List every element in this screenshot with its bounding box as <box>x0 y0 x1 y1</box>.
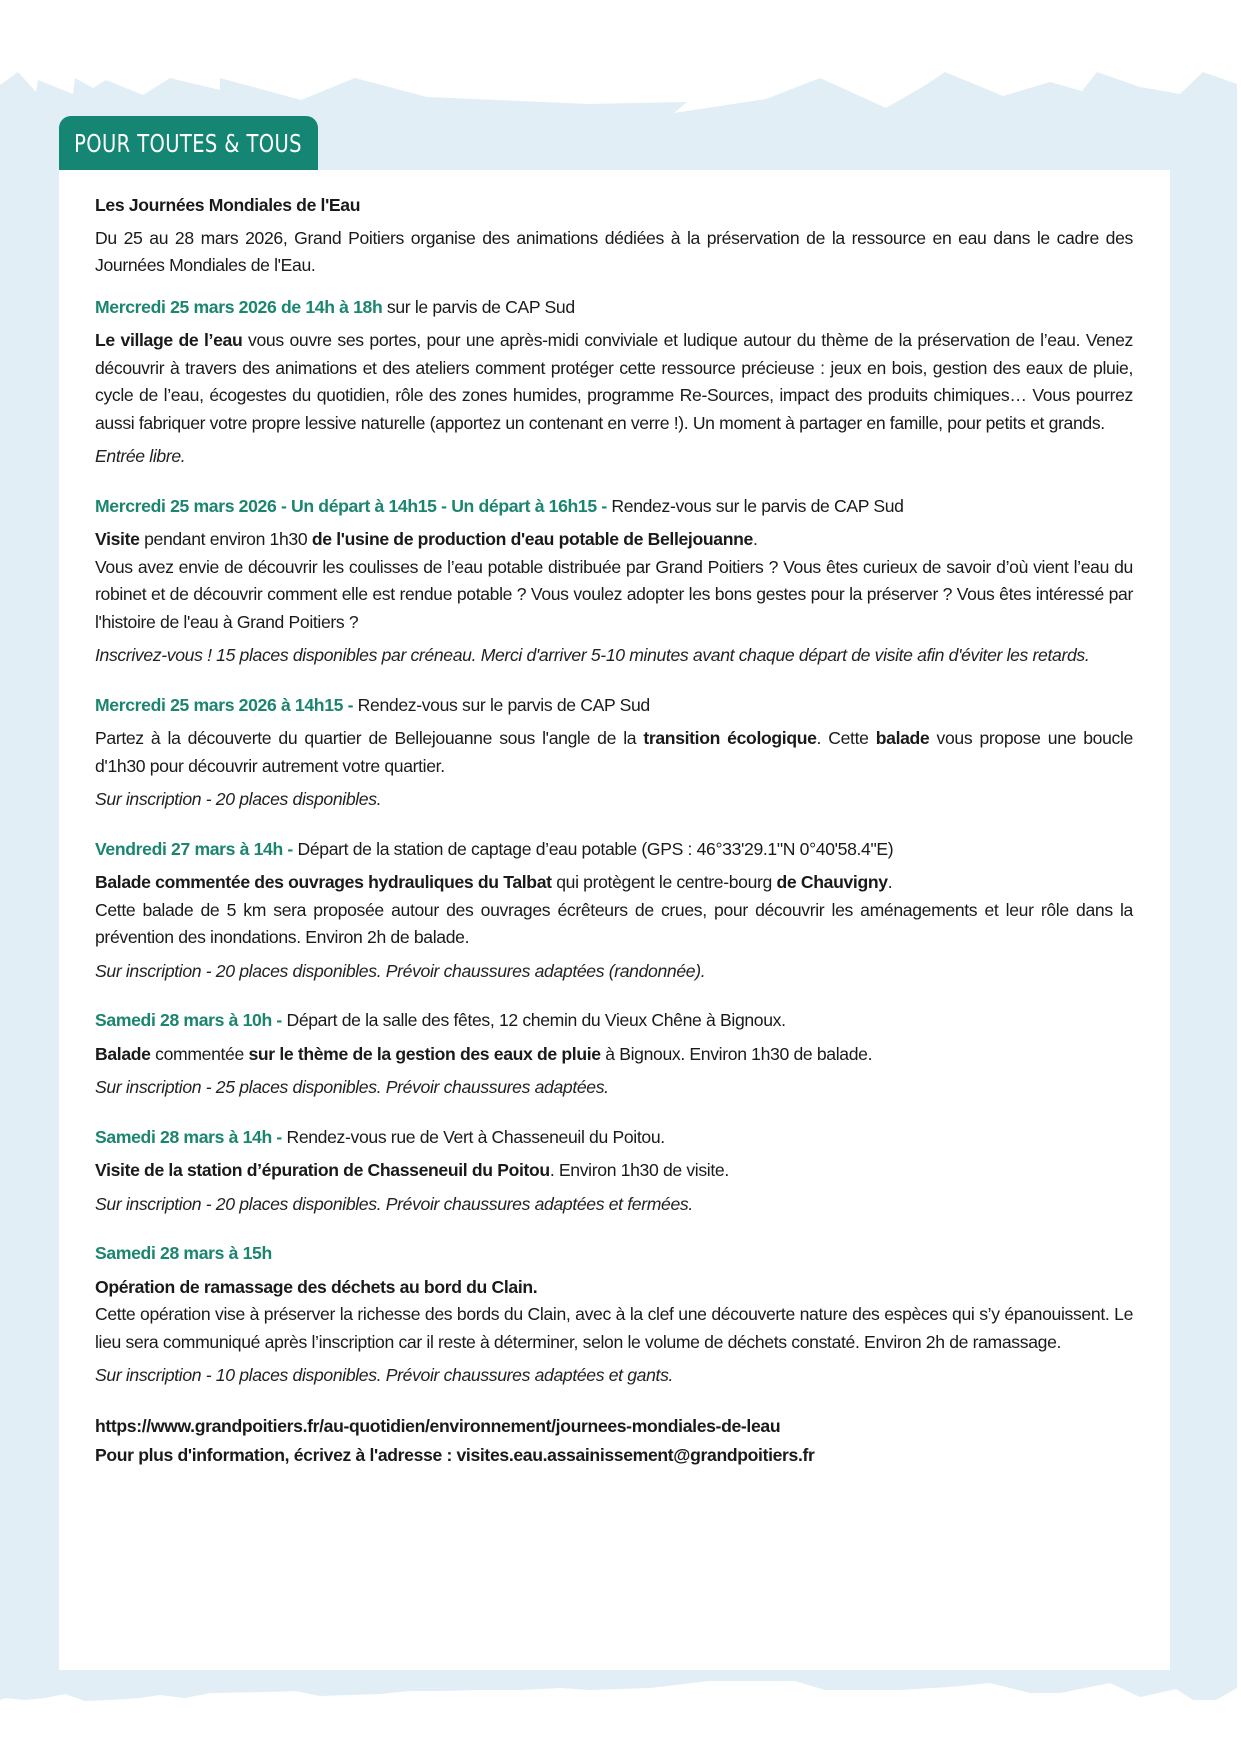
event-note: Sur inscription - 20 places disponibles. Prévoir chaussures adaptées (randonnée). <box>95 960 706 981</box>
event-description <box>95 1041 1133 1069</box>
event-date: Samedi 28 mars à 14h - <box>95 1126 282 1147</box>
event-date-line <box>95 294 1133 322</box>
event-description <box>95 725 1133 780</box>
event-description <box>95 1274 1133 1302</box>
event-note: Sur inscription - 10 places disponibles. Prévoir chaussures adaptées et gants. <box>95 1365 674 1385</box>
body-text: qui protègent le centre-bourg <box>551 872 777 892</box>
emphasis-text: Le village de l’eau <box>95 330 243 350</box>
body-text: Vous avez envie de découvrir les coulisses de l’eau potable distribuée par Grand Poitiers ? Vous êtes curieux de savoir d’où vient l’eau du robinet et de découvrir comment elle est rendue potable ? Vous voulez adopter les bons gestes pour la préserver ? Vous êtes intéressé par l'histoire de l'eau à Grand Poitiers ? <box>95 556 1133 632</box>
body-text: à Bignoux. Environ 1h30 de balade. <box>600 1043 873 1064</box>
event-item <box>95 1240 1133 1390</box>
event-date: Mercredi 25 mars 2026 à 14h15 - <box>95 694 354 715</box>
event-date-line <box>95 1240 1133 1268</box>
event-date-line <box>95 1124 1133 1152</box>
event-location: Rendez-vous sur le parvis de CAP Sud <box>606 495 904 516</box>
event-date-line <box>95 836 1133 864</box>
event-note: Sur inscription - 20 places disponibles. Prévoir chaussures adaptées et fermées. <box>95 1193 693 1214</box>
footer-url-link[interactable]: https://www.grandpoitiers.fr/au-quotidien/environnement/journees-mondiales-de-leau <box>95 1415 781 1436</box>
event-description <box>95 897 1133 952</box>
event-item <box>95 493 1133 670</box>
emphasis-text: de Chauvigny <box>776 872 888 892</box>
body-text: . <box>887 872 893 892</box>
body-text: . Cette <box>816 728 876 748</box>
body-text: commentée <box>150 1043 249 1064</box>
emphasis-text: Balade commentée des ouvrages hydrauliques du Talbat <box>95 872 552 892</box>
section-tab <box>59 116 318 170</box>
body-text: Cette opération vise à préserver la richesse des bords du Clain, avec à la clef une découverte nature des espèces qui s’y épanouissent. Le lieu sera communiqué après l’inscription car il reste à déterminer, selon le volume de déchets constaté. Environ 2h de ramassage. <box>95 1304 1133 1352</box>
emphasis-text: Opération de ramassage des déchets au bord du Clain. <box>95 1276 538 1297</box>
body-text: . Environ 1h30 de visite. <box>549 1160 729 1180</box>
event-description <box>95 554 1133 637</box>
emphasis-text: Balade <box>95 1043 151 1064</box>
event-date: Mercredi 25 mars 2026 de 14h à 18h <box>95 296 383 317</box>
event-note: Inscrivez-vous ! 15 places disponibles par créneau. Merci d'arriver 5-10 minutes avant chaque départ de visite afin d'éviter les retards. <box>95 645 1090 665</box>
content <box>95 192 1133 1470</box>
body-text: Partez à la découverte du quartier de Bellejouanne sous l'angle de la <box>95 728 644 748</box>
emphasis-text: transition écologique <box>643 728 817 748</box>
body-text: Cette balade de 5 km sera proposée autour des ouvrages écrêteurs de crues, pour découvrir les aménagements et leur rôle dans la prévention des inondations. Environ 2h de balade. <box>95 899 1133 947</box>
emphasis-text: Visite de la station d’épuration de Chasseneuil du Poitou <box>95 1160 550 1180</box>
emphasis-text: Visite <box>95 529 140 549</box>
emphasis-text: de l'usine de production d'eau potable de Bellejouanne <box>311 529 753 549</box>
event-item <box>95 692 1133 814</box>
footer-contact: Pour plus d'information, écrivez à l'adresse : visites.eau.assainissement@grandpoitiers.fr <box>95 1444 815 1465</box>
event-date-line <box>95 1007 1133 1035</box>
event-description <box>95 869 1133 897</box>
event-description <box>95 327 1133 437</box>
event-date: Mercredi 25 mars 2026 - Un départ à 14h15 - Un départ à 16h15 - <box>95 495 607 516</box>
event-date: Samedi 28 mars à 10h - <box>95 1010 282 1030</box>
event-date: Samedi 28 mars à 15h <box>95 1243 272 1263</box>
event-date-line <box>95 692 1133 720</box>
events-list <box>95 294 1133 1390</box>
emphasis-text: balade <box>875 728 930 748</box>
event-date-line <box>95 493 1133 521</box>
event-location: Rendez-vous sur le parvis de CAP Sud <box>353 694 650 715</box>
body-text: pendant environ 1h30 <box>139 529 312 549</box>
emphasis-text: sur le thème de la gestion des eaux de pluie <box>248 1043 601 1064</box>
event-location: Rendez-vous rue de Vert à Chasseneuil du Poitou. <box>281 1126 665 1147</box>
event-location: Départ de la salle des fêtes, 12 chemin du Vieux Chêne à Bignoux. <box>281 1010 786 1030</box>
event-item <box>95 294 1133 471</box>
event-note: Sur inscription - 25 places disponibles. Prévoir chaussures adaptées. <box>95 1077 609 1097</box>
event-location: Départ de la station de captage d’eau potable (GPS : 46°33'29.1"N 0°40'58.4"E) <box>292 838 894 859</box>
footer <box>95 1412 1133 1470</box>
body-text: . <box>752 529 758 549</box>
section-tab-label: POUR TOUTES & TOUS <box>74 128 303 158</box>
intro-title: Les Journées Mondiales de l'Eau <box>95 195 361 215</box>
body-text: vous propose une boucle d'1h30 pour découvrir autrement votre quartier. <box>95 728 1133 776</box>
event-item <box>95 1007 1133 1102</box>
event-note: Sur inscription - 20 places disponibles. <box>95 789 382 809</box>
body-text: vous ouvre ses portes, pour une après-midi conviviale et ludique autour du thème de la préservation de l’eau. Venez découvrir à travers des animations et des ateliers comment protéger cette ressource précieuse : jeux en bois, gestion des eaux de pluie, cycle de l’eau, écogestes du quotidien, rôle des zones humides, programme Re-Sources, impact des produits chimiques… Vous pourrez aussi fabriquer votre propre lessive naturelle (apportez un contenant en verre !). Un moment à partager en famille, pour petits et grands. <box>95 330 1133 433</box>
event-date: Vendredi 27 mars à 14h - <box>95 838 293 859</box>
event-description <box>95 1157 1133 1185</box>
event-location: sur le parvis de CAP Sud <box>382 296 575 317</box>
event-description <box>95 1301 1133 1356</box>
event-item <box>95 836 1133 986</box>
event-description <box>95 526 1133 554</box>
event-item <box>95 1124 1133 1219</box>
event-note: Entrée libre. <box>95 446 186 466</box>
intro-text: Du 25 au 28 mars 2026, Grand Poitiers organise des animations dédiées à la préservation de la ressource en eau dans le cadre des Journées Mondiales de l'Eau. <box>95 227 1133 275</box>
